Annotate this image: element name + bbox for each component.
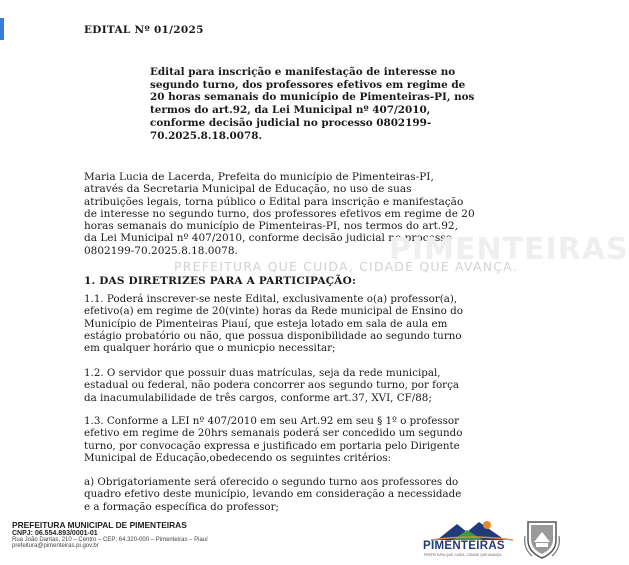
ementa-line: 70.2025.8.18.0078. [150,129,263,142]
ementa-line: Edital para inscrição e manifestação de interesse no [150,66,456,78]
footer-org-name: PREFEITURA MUNICIPAL DE PIMENTEIRAS [12,520,187,530]
clause-line: 1.3. Conforme a LEI nº 407/2010 em seu Art.92 em seu § 1º o professor [84,415,459,427]
clause-line: estadual ou federal, não podera concorrer aos segundo turno, por força [84,379,460,392]
intro-line: de interesse no segundo turno, dos professores efetivos em regime de 20 [84,207,475,220]
ementa-line: termos do art.92, da Lei Municipal nº 407/2010, [150,104,431,117]
section-heading: 1. DAS DIRETRIZES PARA A PARTICIPAÇÃO: [84,275,357,287]
ementa-line: conforme decisão judicial no processo 0802199- [150,116,432,129]
footer-address: Rua João Dantas, 210 – Centro – CEP: 64.320-000 – Pimenteiras – Piauí [12,537,208,543]
ementa-line: segundo turno, dos professores efetivos em regime de [150,78,466,91]
ementa-line: 20 horas semanais do município de Pimenteiras-PI, nos [150,91,475,104]
clause-line: Município de Pimenteiras Piauí, que esteja lotado em sala de aula em [84,317,448,330]
edital-title: EDITAL Nº 01/2025 [84,24,204,36]
ementa-block [150,66,522,142]
municipal-crest-icon [522,518,562,560]
watermark-brand: PIMENTEIRAS [389,232,629,267]
clause-line: da inacumulabilidade de três cargos, conforme art.37, XVI, CF/88; [84,391,432,404]
clause-1-3 [84,415,522,464]
clause-line: em qualquer horário que o municpio necessitar; [84,342,336,355]
intro-line: atribuições legais, torna público o Edital para inscrição e manifestação [84,195,464,208]
footer-contact [12,520,208,549]
clause-line: e a formação específica do professor; [84,500,280,513]
logo-emblem-icon [423,518,519,542]
intro-line: da Lei Municipal nº 407/2010, conforme decisão judicial no processo [84,232,452,245]
intro-line: horas semanais do município de Pimenteiras-PI, nos termos do art.92, [84,220,458,233]
footer-cnpj: CNPJ: 06.554.893/0001-01 [12,530,98,537]
clause-1-2 [84,367,522,404]
clause-line: Municipal de Educação,obedecendo os seguintes critérios: [84,451,392,464]
watermark-slogan: PREFEITURA QUE CUIDA, CIDADE QUE AVANÇA. [174,259,518,274]
clause-line: turno, por convocação expressa e justificado em portaria pelo Dirigente [84,439,460,452]
footer-email: prefeitura@pimenteiras.pi.gov.br [12,543,99,549]
clause-line: efetivo(a) em regime de 20(vinte) horas da Rede municipal de Ensino do [84,305,463,318]
intro-line: através da Secretaria Municipal de Educação, no uso de suas [84,183,412,196]
intro-line: Maria Lucia de Lacerda, Prefeita do município de Pimenteiras-PI, [84,171,434,183]
criterion-a [84,476,522,513]
intro-line: 0802199-70.2025.8.18.0078. [84,244,238,257]
logo-tagline: PREFEITURA QUE CUIDA, CIDADE QUE AVANÇA [424,553,502,557]
pimenteiras-logo [423,518,519,558]
clause-line: 1.2. O servidor que possuir duas matrículas, seja da rede municipal, [84,367,441,379]
clause-line: quadro efetivo deste município, levando em consideração a necessidade [84,488,462,501]
clause-line: estágio probatório ou não, que possua disponibilidade ao segundo turno [84,329,462,342]
clause-line: 1.1. Poderá inscrever-se neste Edital, exclusivamente o(a) professor(a), [84,293,458,305]
window-edge-marker [0,18,4,40]
clause-line: a) Obrigatoriamente será oferecido o segundo turno aos professores do [84,476,459,488]
logo-wordmark: PIMENTEIRAS [423,540,505,552]
document-page [84,0,629,565]
clause-line: efetivo em regime de 20hrs semanais poderá ser concedido um segundo [84,427,463,440]
page-footer [0,516,604,565]
clause-1-1 [84,293,522,354]
